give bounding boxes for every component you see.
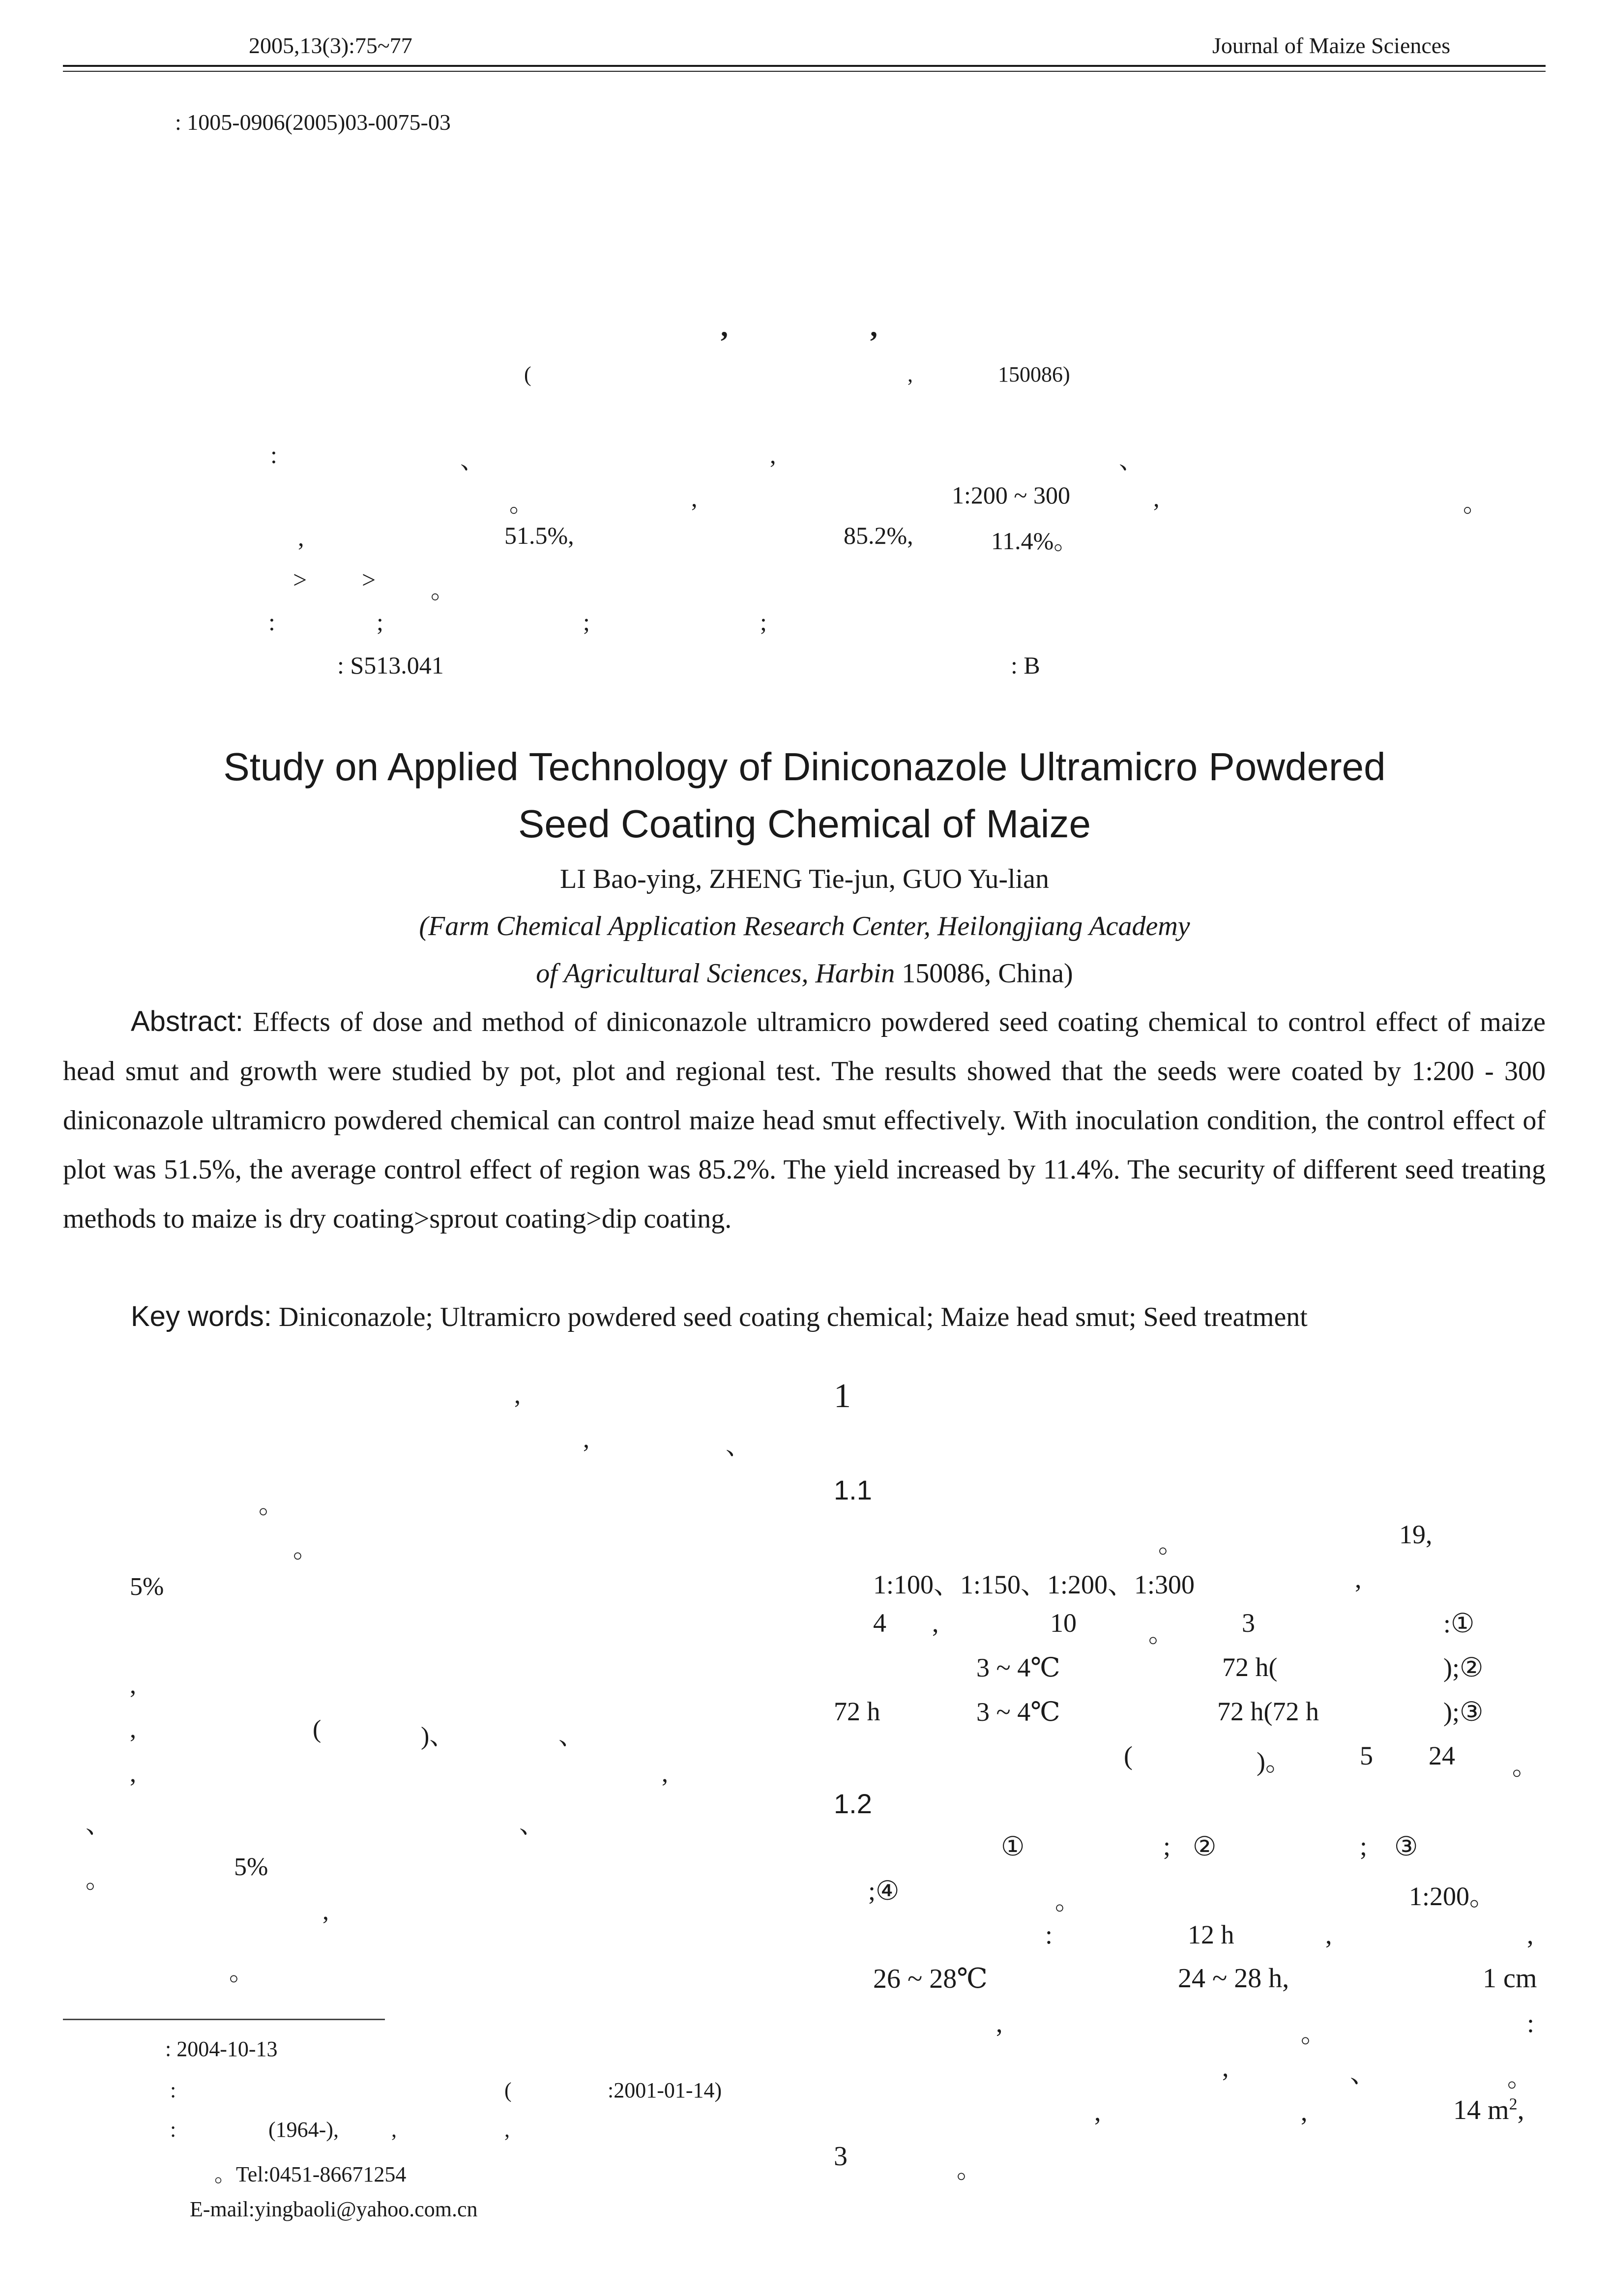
section-1-2-heading: 1.2: [834, 1788, 872, 1819]
cn-affiliation-open: (: [524, 362, 531, 386]
en-affiliation-line-1: (Farm Chemical Application Research Center, Heilongjiang Academy: [419, 911, 1190, 942]
right-col-punct: 。: [1301, 2020, 1327, 2048]
footnote-author-punct: ,: [504, 2118, 510, 2142]
right-col-value: 24: [1429, 1741, 1455, 1770]
right-col-punct: ,: [932, 1608, 939, 1638]
right-col-duration: 72 h: [834, 1697, 880, 1726]
right-col-punct: 。: [1055, 1887, 1081, 1915]
cn-abstract-punct: 。: [1463, 490, 1488, 517]
cn-abstract-punct: ,: [298, 524, 304, 551]
cn-affiliation-comma: ,: [907, 362, 913, 386]
cn-authors-sep-1: ,: [721, 310, 728, 343]
section-1-1-heading: 1.1: [834, 1474, 872, 1505]
cn-abstract-punct: >: [362, 566, 376, 593]
header-citation: 2005,13(3):75~77: [249, 33, 412, 58]
footnote-tel: 。Tel:0451-86671254: [214, 2162, 407, 2186]
cn-abstract-value: 11.4%。: [991, 527, 1079, 555]
right-col-length: 1 cm: [1483, 1963, 1537, 1994]
right-col-temp: 3 ~ 4℃: [976, 1653, 1060, 1682]
en-abstract-label: Abstract:: [131, 1005, 243, 1037]
footnote-rule: [63, 2019, 385, 2020]
right-col-enum: :①: [1443, 1609, 1475, 1638]
right-col-value: 5: [1360, 1741, 1373, 1770]
en-title-line-1: Study on Applied Technology of Diniconazole Ultramicro Powdered: [223, 745, 1386, 789]
right-col-value: 4: [873, 1608, 886, 1638]
en-affiliation-italic: of Agricultural Sciences, Harbin: [536, 958, 895, 989]
right-col-punct: 。: [1148, 1620, 1174, 1648]
right-col-area: [1453, 2094, 1524, 2126]
right-col-enum: ①: [1001, 1832, 1025, 1861]
right-col-duration: 72 h(: [1222, 1652, 1278, 1682]
left-col-punct: (: [313, 1715, 322, 1743]
right-col-punct: ,: [1222, 2053, 1229, 2082]
right-col-duration: 12 h: [1188, 1920, 1234, 1949]
left-col-value: 5%: [234, 1853, 268, 1881]
cn-keywords-sep: ;: [377, 608, 383, 636]
en-title-line-2: Seed Coating Chemical of Maize: [518, 802, 1091, 846]
cn-abstract-punct: ,: [691, 484, 698, 512]
right-col-punct: ,: [1527, 1920, 1534, 1949]
cn-abstract-value: 51.5%,: [504, 522, 574, 549]
right-col-punct: 。: [1158, 1531, 1184, 1559]
en-abstract-text: Effects of dose and method of diniconazole ultramicro powdered seed coating chemical to control effect of maize head smut and growth were studied by pot, plot and regional test. The results showed that the seeds were coated by 1:200 - 300 diniconazole ultramicro powdered chemical can control maize head smut effectively. With inoculation condition, the control effect of plot was 51.5%, the average control effect of region was 85.2%. The yield increased by 11.4%. The security of different seed treating methods to maize is dry coating>sprout coating>dip coating.: [63, 1007, 1546, 1234]
footnote-fund-date: :2001-01-14): [608, 2078, 722, 2102]
left-col-punct: ,: [322, 1897, 329, 1925]
en-affiliation-rest: 150086, China): [895, 958, 1073, 989]
right-col-ratio: 1:200。: [1409, 1882, 1496, 1911]
left-col-punct: ,: [662, 1760, 668, 1788]
right-col-punct: 。: [957, 2156, 983, 2184]
left-col-punct: 。: [259, 1491, 285, 1519]
en-authors: LI Bao-ying, ZHENG Tie-jun, GUO Yu-lian: [560, 864, 1049, 894]
left-col-punct: 、: [86, 1811, 112, 1839]
cn-classification-number: : S513.041: [337, 651, 444, 679]
left-col-punct: 、: [519, 1811, 545, 1839]
footnote-fund-colon: :: [170, 2078, 176, 2102]
left-col-punct: 。: [229, 1958, 255, 1986]
right-col-punct: ,: [1094, 2097, 1101, 2126]
right-col-punct: 。: [1512, 1753, 1538, 1781]
right-col-punct: ,: [1325, 1920, 1332, 1949]
footnote-author-punct: ,: [391, 2118, 397, 2142]
right-col-punct: ;: [1360, 1831, 1368, 1861]
left-col-punct: ,: [130, 1760, 136, 1788]
right-col-value: 3: [1242, 1608, 1255, 1638]
header-rule-bottom: [63, 71, 1546, 72]
cn-affiliation-zip: 150086): [998, 362, 1070, 386]
left-col-value: 5%: [130, 1573, 164, 1601]
right-col-punct: 。: [1507, 2064, 1533, 2092]
cn-abstract-punct: 、: [1119, 446, 1143, 474]
en-abstract: [63, 997, 1546, 1243]
left-col-punct: 、: [726, 1432, 752, 1460]
cn-keywords-sep: ;: [583, 608, 590, 636]
left-col-punct: ,: [583, 1425, 589, 1453]
right-col-enum: ②: [1193, 1832, 1217, 1861]
cn-abstract-punct: 。: [509, 490, 534, 517]
right-col-enum: );③: [1443, 1697, 1484, 1727]
en-keywords: [63, 1292, 1546, 1342]
header-rule-top: [63, 65, 1546, 67]
en-affiliation-line-2: [0, 958, 1609, 989]
cn-abstract-punct: 、: [460, 446, 485, 474]
cn-abstract-ratio: 1:200 ~ 300: [952, 481, 1070, 509]
right-col-enum: ;④: [868, 1876, 900, 1906]
right-col-temp: 3 ~ 4℃: [976, 1697, 1060, 1727]
article-number: : 1005-0906(2005)03-0075-03: [175, 110, 451, 135]
cn-authors-sep-2: ,: [870, 310, 878, 343]
footnote-fund-open: (: [504, 2078, 512, 2102]
cn-abstract-punct: ,: [770, 441, 776, 469]
right-col-duration: 72 h(72 h: [1217, 1697, 1319, 1726]
right-col-area-value: 14 m: [1453, 2095, 1509, 2125]
cn-abstract-colon: :: [270, 441, 277, 469]
footnote-email: E-mail:yingbaoli@yahoo.com.cn: [190, 2197, 478, 2221]
right-col-punct: ,: [996, 2008, 1003, 2038]
left-col-punct: ,: [514, 1381, 521, 1409]
right-col-punct: )。: [1257, 1747, 1292, 1776]
left-col-punct: )、: [421, 1722, 455, 1750]
footnote-author-year: (1964-),: [268, 2118, 339, 2142]
right-col-punct: ,: [1355, 1564, 1362, 1593]
cn-abstract-punct: >: [293, 566, 307, 593]
left-col-punct: ,: [130, 1671, 136, 1699]
left-col-punct: 。: [86, 1866, 112, 1894]
cn-abstract-value: 85.2%,: [844, 522, 913, 549]
left-col-punct: 。: [293, 1535, 319, 1563]
right-col-punct: ,: [1301, 2097, 1308, 2126]
right-col-ratios: 1:100、1:150、1:200、1:300: [873, 1570, 1195, 1599]
left-col-punct: ,: [130, 1715, 136, 1743]
header-journal-name: Journal of Maize Sciences: [1212, 33, 1451, 58]
right-col-punct: ,: [1517, 2095, 1524, 2125]
right-col-value: 10: [1050, 1608, 1077, 1638]
cn-keywords-colon: :: [268, 608, 275, 636]
footnote-author-colon: :: [170, 2118, 176, 2142]
left-col-punct: 、: [558, 1722, 585, 1750]
right-col-duration: 24 ~ 28 h,: [1178, 1963, 1289, 1994]
cn-document-code: : B: [1011, 651, 1040, 679]
right-col-area-exponent: 2: [1509, 2095, 1518, 2114]
right-col-temp: 26 ~ 28℃: [873, 1964, 988, 1994]
right-col-value: 19,: [1399, 1520, 1433, 1549]
section-1-heading: 1: [834, 1377, 851, 1415]
right-col-value: 3: [834, 2141, 848, 2172]
right-col-punct: 、: [1350, 2059, 1376, 2088]
right-col-punct: (: [1124, 1741, 1133, 1770]
cn-abstract-punct: ,: [1153, 484, 1160, 512]
right-col-punct: :: [1527, 2008, 1535, 2038]
right-col-punct: :: [1045, 1920, 1053, 1949]
en-keywords-label: Key words:: [131, 1300, 272, 1332]
right-col-enum: );②: [1443, 1653, 1484, 1682]
footnote-received: : 2004-10-13: [165, 2037, 278, 2061]
right-col-enum: ③: [1394, 1832, 1418, 1861]
cn-keywords-sep: ;: [760, 608, 767, 636]
cn-abstract-punct: 。: [431, 576, 455, 604]
right-col-punct: ;: [1163, 1831, 1171, 1861]
en-keywords-text: Diniconazole; Ultramicro powdered seed coating chemical; Maize head smut; Seed treatment: [271, 1302, 1308, 1332]
